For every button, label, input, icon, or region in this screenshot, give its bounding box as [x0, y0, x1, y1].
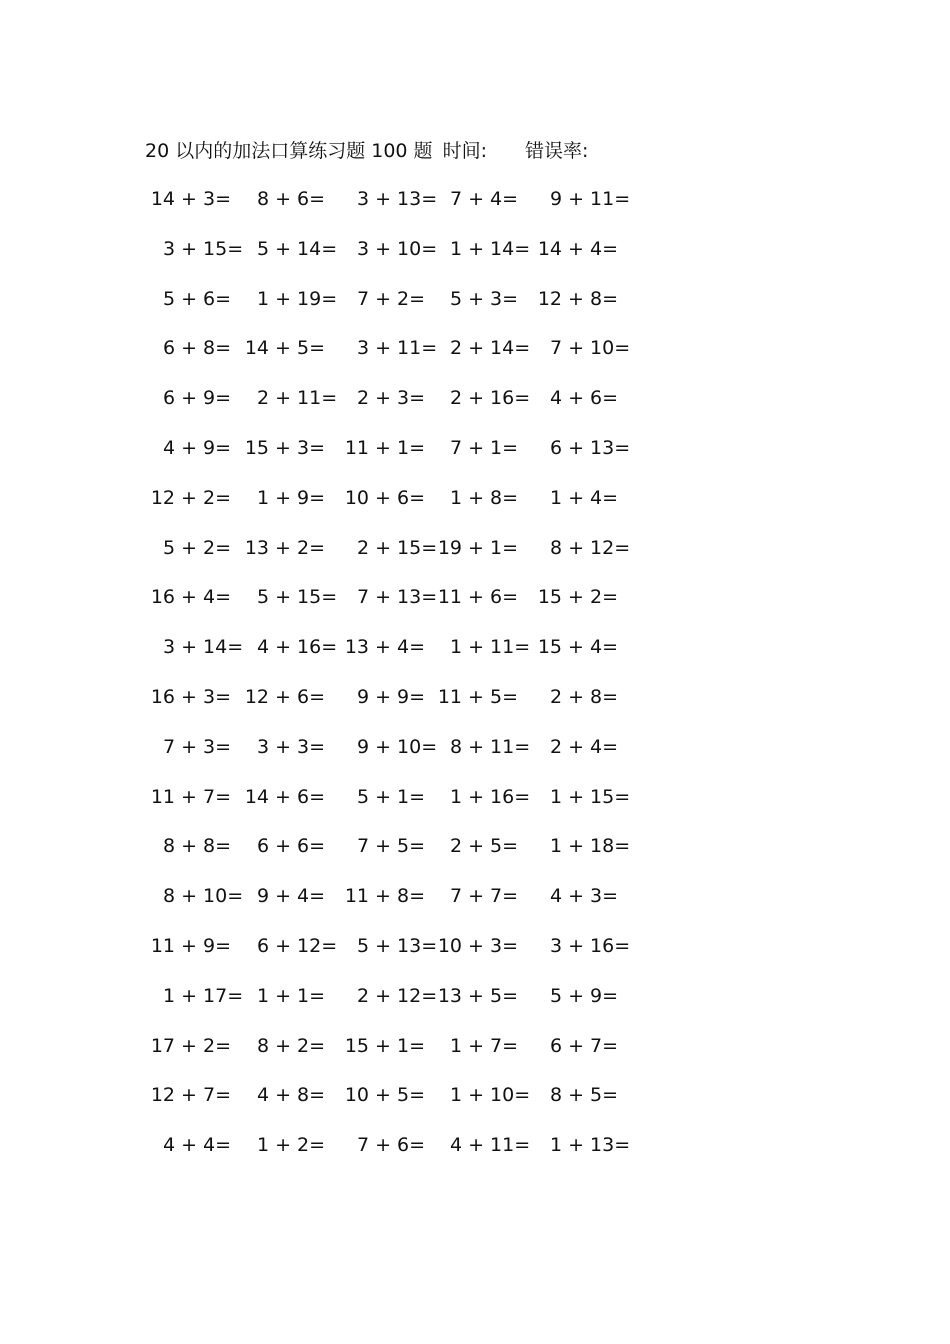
problem-item: 4 + 3= [549, 885, 619, 908]
problem-item: 2 + 11= [256, 387, 338, 410]
problem-item: 3 + 3= [256, 735, 326, 758]
problem-grid [0, 185, 950, 1181]
problem-item: 15 + 1= [344, 1034, 426, 1057]
problem-row [0, 185, 950, 235]
problem-item: 4 + 6= [549, 387, 619, 410]
problem-item: 10 + 5= [344, 1084, 426, 1107]
problem-item: 6 + 6= [256, 835, 326, 858]
problem-item: 13 + 5= [437, 984, 519, 1007]
problem-row [0, 733, 950, 783]
problem-row [0, 384, 950, 434]
problem-item: 15 + 4= [537, 636, 619, 659]
problem-item: 14 + 4= [537, 237, 619, 260]
error-rate-label: 错误率: [524, 140, 589, 162]
problem-item: 6 + 9= [162, 387, 232, 410]
problem-item: 4 + 16= [256, 636, 338, 659]
problem-item: 3 + 13= [356, 188, 438, 210]
problem-item: 3 + 16= [549, 934, 631, 957]
problem-item: 12 + 7= [150, 1084, 232, 1107]
problem-item: 1 + 7= [449, 1034, 519, 1057]
problem-row [0, 334, 950, 384]
problem-item: 4 + 8= [256, 1084, 326, 1107]
problem-item: 10 + 3= [437, 934, 519, 957]
problem-item: 5 + 3= [449, 287, 519, 310]
problem-item: 7 + 10= [549, 337, 631, 360]
problem-item: 3 + 15= [162, 237, 244, 260]
problem-item: 1 + 17= [162, 984, 244, 1007]
problem-item: 12 + 6= [244, 685, 326, 708]
problem-item: 16 + 4= [150, 586, 232, 609]
problem-item: 4 + 11= [449, 1134, 531, 1157]
problem-item: 1 + 10= [449, 1084, 531, 1107]
problem-row [0, 1081, 950, 1131]
problem-item: 5 + 2= [162, 536, 232, 559]
problem-item: 2 + 5= [449, 835, 519, 858]
problem-row [0, 235, 950, 285]
problem-item: 2 + 16= [449, 387, 531, 410]
problem-item: 11 + 5= [437, 685, 519, 708]
problem-item: 7 + 13= [356, 586, 438, 609]
problem-item: 9 + 4= [256, 885, 326, 908]
problem-item: 1 + 14= [449, 237, 531, 260]
problem-item: 1 + 11= [449, 636, 531, 659]
time-label: 时间: [442, 140, 487, 162]
problem-item: 11 + 6= [437, 586, 519, 609]
problem-row [0, 932, 950, 982]
problem-item: 8 + 8= [162, 835, 232, 858]
problem-item: 16 + 3= [150, 685, 232, 708]
problem-item: 1 + 8= [449, 486, 519, 509]
problem-row [0, 982, 950, 1032]
problem-item: 12 + 2= [150, 486, 232, 509]
problem-item: 5 + 15= [256, 586, 338, 609]
problem-item: 4 + 4= [162, 1134, 232, 1157]
problem-item: 6 + 8= [162, 337, 232, 360]
problem-item: 14 + 5= [244, 337, 326, 360]
problem-row [0, 832, 950, 882]
problem-item: 3 + 10= [356, 237, 438, 260]
problem-item: 2 + 4= [549, 735, 619, 758]
problem-item: 3 + 14= [162, 636, 244, 659]
problem-item: 2 + 14= [449, 337, 531, 360]
problem-item: 11 + 8= [344, 885, 426, 908]
problem-item: 5 + 9= [549, 984, 619, 1007]
problem-item: 8 + 11= [449, 735, 531, 758]
problem-item: 1 + 2= [256, 1134, 326, 1157]
problem-item: 8 + 12= [549, 536, 631, 559]
problem-item: 13 + 4= [344, 636, 426, 659]
problem-item: 5 + 1= [356, 785, 426, 808]
problem-row [0, 1131, 950, 1181]
problem-item: 2 + 8= [549, 685, 619, 708]
problem-item: 6 + 12= [256, 934, 338, 957]
problem-item: 7 + 3= [162, 735, 232, 758]
problem-item: 9 + 11= [549, 188, 631, 210]
problem-item: 7 + 4= [449, 188, 519, 210]
problem-item: 7 + 7= [449, 885, 519, 908]
problem-item: 14 + 6= [244, 785, 326, 808]
worksheet-title: 20 以内的加法口算练习题 100 题 [145, 140, 433, 162]
problem-item: 7 + 5= [356, 835, 426, 858]
problem-item: 5 + 13= [356, 934, 438, 957]
problem-item: 2 + 15= [356, 536, 438, 559]
problem-item: 1 + 18= [549, 835, 631, 858]
problem-item: 1 + 1= [256, 984, 326, 1007]
problem-item: 1 + 15= [549, 785, 631, 808]
problem-row [0, 285, 950, 335]
problem-item: 3 + 11= [356, 337, 438, 360]
problem-item: 1 + 16= [449, 785, 531, 808]
problem-item: 14 + 3= [150, 188, 232, 210]
problem-item: 11 + 7= [150, 785, 232, 808]
problem-item: 8 + 6= [256, 188, 326, 210]
problem-item: 7 + 1= [449, 436, 519, 459]
problem-row [0, 534, 950, 584]
problem-item: 4 + 9= [162, 436, 232, 459]
problem-row [0, 1032, 950, 1082]
problem-item: 1 + 9= [256, 486, 326, 509]
problem-item: 9 + 9= [356, 685, 426, 708]
problem-item: 12 + 8= [537, 287, 619, 310]
problem-item: 9 + 10= [356, 735, 438, 758]
problem-item: 5 + 6= [162, 287, 232, 310]
problem-item: 7 + 6= [356, 1134, 426, 1157]
problem-item: 8 + 10= [162, 885, 244, 908]
problem-item: 11 + 1= [344, 436, 426, 459]
problem-item: 6 + 7= [549, 1034, 619, 1057]
problem-row [0, 633, 950, 683]
problem-item: 1 + 13= [549, 1134, 631, 1157]
problem-item: 19 + 1= [437, 536, 519, 559]
problem-item: 7 + 2= [356, 287, 426, 310]
problem-item: 6 + 13= [549, 436, 631, 459]
problem-item: 17 + 2= [150, 1034, 232, 1057]
problem-item: 15 + 2= [537, 586, 619, 609]
problem-item: 15 + 3= [244, 436, 326, 459]
problem-item: 8 + 5= [549, 1084, 619, 1107]
problem-row [0, 484, 950, 534]
problem-row [0, 683, 950, 733]
problem-item: 2 + 12= [356, 984, 438, 1007]
problem-row [0, 882, 950, 932]
problem-item: 13 + 2= [244, 536, 326, 559]
problem-item: 5 + 14= [256, 237, 338, 260]
worksheet-header [145, 138, 588, 164]
problem-row [0, 583, 950, 633]
problem-item: 10 + 6= [344, 486, 426, 509]
problem-item: 8 + 2= [256, 1034, 326, 1057]
problem-row [0, 434, 950, 484]
problem-item: 11 + 9= [150, 934, 232, 957]
problem-item: 2 + 3= [356, 387, 426, 410]
problem-item: 1 + 19= [256, 287, 338, 310]
problem-row [0, 783, 950, 833]
problem-item: 1 + 4= [549, 486, 619, 509]
